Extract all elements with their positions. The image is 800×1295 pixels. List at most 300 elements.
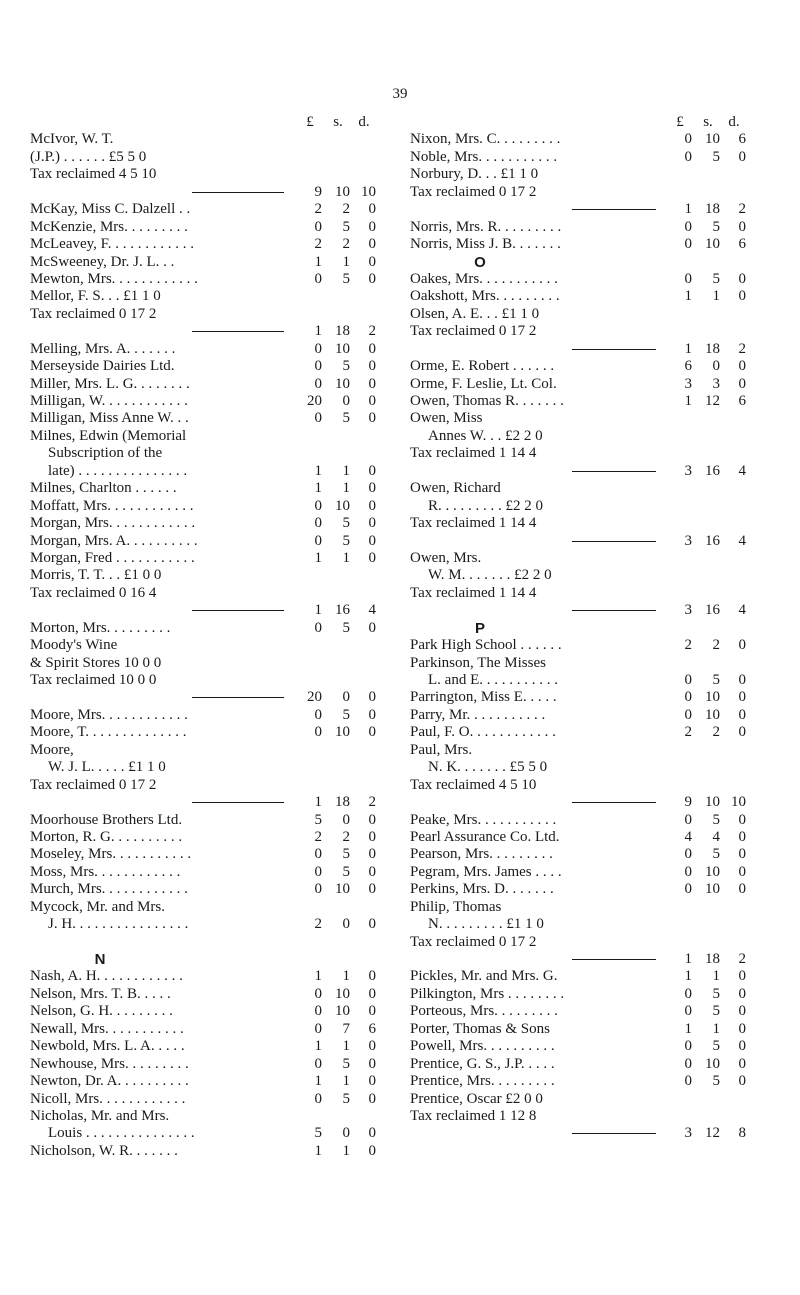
pence-amount: 0 bbox=[368, 497, 376, 514]
donor-row bbox=[30, 1091, 400, 1108]
subtotal-row bbox=[410, 341, 775, 358]
donor-row bbox=[30, 620, 400, 637]
donor-name: Oakes, Mrs. . . . . . . . . . . bbox=[410, 270, 558, 287]
donor-name: J. H. . . . . . . . . . . . . . . . bbox=[48, 916, 189, 933]
shillings-amount: 2 bbox=[712, 724, 720, 741]
pounds-amount: 1 bbox=[684, 968, 692, 985]
subtotal-row bbox=[30, 323, 400, 340]
pounds-amount: 0 bbox=[314, 270, 322, 287]
donor-row bbox=[30, 271, 400, 288]
donor-row bbox=[410, 1073, 775, 1090]
donor-name: McLeavey, F. . . . . . . . . . . . bbox=[30, 236, 195, 253]
pence-amount: 0 bbox=[738, 846, 746, 863]
donor-row bbox=[410, 742, 775, 759]
donor-row bbox=[410, 166, 775, 183]
pence-amount: 4 bbox=[738, 602, 746, 619]
shillings-amount: 5 bbox=[342, 270, 350, 287]
pounds-amount: 1 bbox=[684, 393, 692, 409]
pence-amount: 10 bbox=[731, 794, 746, 811]
pounds-amount: 9 bbox=[314, 183, 322, 200]
donor-row bbox=[30, 1003, 400, 1020]
donor-name: Norris, Mrs. R. . . . . . . . . bbox=[410, 218, 562, 235]
donor-name: Tax reclaimed 10 0 0 bbox=[30, 672, 157, 688]
pence-amount: 0 bbox=[368, 393, 376, 409]
pounds-amount: 0 bbox=[684, 148, 692, 165]
subtotal-row bbox=[30, 794, 400, 811]
subtotal-row bbox=[30, 602, 400, 619]
donor-name: Newbold, Mrs. L. A. . . . . bbox=[30, 1038, 185, 1055]
pence-amount: 0 bbox=[368, 1125, 376, 1142]
donor-name: Prentice, Oscar £2 0 0 bbox=[410, 1090, 543, 1107]
pence-amount: 0 bbox=[738, 672, 746, 688]
pence-amount: 0 bbox=[738, 881, 746, 898]
pounds-amount: 20 bbox=[307, 393, 322, 409]
shillings-amount: 5 bbox=[712, 1073, 720, 1090]
donor-row bbox=[30, 812, 400, 829]
pence-amount: 0 bbox=[368, 1090, 376, 1107]
donor-row bbox=[410, 376, 775, 393]
donor-row bbox=[410, 288, 775, 305]
pence-amount: 0 bbox=[368, 1073, 376, 1090]
shillings-amount: 5 bbox=[712, 672, 720, 688]
pounds-amount: 0 bbox=[684, 985, 692, 1002]
pence-amount: 0 bbox=[738, 375, 746, 392]
pence-amount: 0 bbox=[738, 811, 746, 828]
shillings-amount: 10 bbox=[705, 794, 720, 811]
section-letter-text: P bbox=[474, 619, 485, 637]
pence-amount: 6 bbox=[738, 393, 746, 409]
donor-name: Mewton, Mrs. . . . . . . . . . . . bbox=[30, 270, 198, 287]
subtotal-row bbox=[30, 689, 400, 706]
pence-amount: 0 bbox=[368, 236, 376, 253]
pence-amount: 0 bbox=[368, 549, 376, 566]
pounds-amount: 1 bbox=[314, 968, 322, 985]
shillings-amount: 1 bbox=[712, 1020, 720, 1037]
shillings-amount: 0 bbox=[342, 916, 350, 933]
shillings-amount: 0 bbox=[712, 358, 720, 375]
shillings-amount: 1 bbox=[342, 1073, 350, 1090]
donor-name: Moore, bbox=[30, 741, 74, 758]
donor-name: N. K. . . . . . . £5 5 0 bbox=[428, 759, 548, 776]
pounds-amount: 0 bbox=[684, 1055, 692, 1072]
donor-row bbox=[410, 184, 775, 201]
donor-name: Pegram, Mrs. James . . . . bbox=[410, 863, 562, 880]
donor-row bbox=[30, 1038, 400, 1055]
subtotal-rule bbox=[192, 802, 284, 803]
pence-amount: 0 bbox=[368, 515, 376, 532]
donor-name: Milnes, Charlton . . . . . . bbox=[30, 480, 177, 497]
donor-name: Tax reclaimed 0 17 2 bbox=[410, 183, 537, 200]
subtotal-rule bbox=[572, 610, 656, 611]
donor-row bbox=[410, 306, 775, 323]
donor-row bbox=[30, 131, 400, 148]
shillings-amount: 3 bbox=[712, 375, 720, 392]
shillings-amount: 1 bbox=[342, 549, 350, 566]
donor-name: Perkins, Mrs. D. . . . . . . bbox=[410, 881, 554, 898]
pence-amount: 10 bbox=[361, 183, 376, 200]
donor-row bbox=[30, 1125, 400, 1142]
pence-amount: 0 bbox=[738, 1055, 746, 1072]
currency-header-unit: £ bbox=[306, 114, 314, 130]
pence-amount: 0 bbox=[368, 706, 376, 723]
pounds-amount: 1 bbox=[314, 323, 322, 340]
pence-amount: 0 bbox=[368, 724, 376, 741]
pounds-amount: 0 bbox=[314, 515, 322, 532]
shillings-amount: 5 bbox=[342, 218, 350, 235]
donor-name: Prentice, Mrs. . . . . . . . . bbox=[410, 1073, 555, 1090]
pounds-amount: 0 bbox=[684, 706, 692, 723]
pence-amount: 0 bbox=[368, 811, 376, 828]
donor-row bbox=[410, 707, 775, 724]
pence-amount: 4 bbox=[738, 532, 746, 549]
pence-amount: 0 bbox=[368, 218, 376, 235]
pounds-amount: 0 bbox=[684, 689, 692, 706]
donor-row bbox=[30, 1056, 400, 1073]
donor-name: Mycock, Mr. and Mrs. bbox=[30, 898, 165, 915]
pence-amount: 0 bbox=[368, 201, 376, 218]
donor-row bbox=[410, 759, 775, 776]
pence-amount: 0 bbox=[738, 358, 746, 375]
donor-row bbox=[410, 515, 775, 532]
donor-name: W. M. . . . . . . £2 2 0 bbox=[428, 567, 552, 584]
donor-name: Park High School . . . . . . bbox=[410, 637, 562, 654]
shillings-amount: 10 bbox=[335, 340, 350, 357]
donor-row bbox=[30, 829, 400, 846]
subtotal-row bbox=[410, 533, 775, 550]
pence-amount: 0 bbox=[368, 689, 376, 706]
donor-row bbox=[410, 881, 775, 898]
shillings-amount: 10 bbox=[705, 881, 720, 898]
donor-name: Newton, Dr. A. . . . . . . . . . bbox=[30, 1073, 189, 1090]
donor-row bbox=[410, 149, 775, 166]
currency-header-unit: d. bbox=[358, 114, 370, 130]
pence-amount: 0 bbox=[368, 1142, 376, 1159]
shillings-amount: 16 bbox=[705, 462, 720, 479]
donor-name: Morton, R. G. . . . . . . . . . bbox=[30, 828, 183, 845]
pence-amount: 0 bbox=[368, 270, 376, 287]
shillings-amount: 10 bbox=[335, 1003, 350, 1020]
shillings-amount: 5 bbox=[342, 846, 350, 863]
donor-name: W. J. L. . . . . £1 1 0 bbox=[48, 759, 166, 776]
subtotal-rule bbox=[572, 1133, 656, 1134]
page-number: 39 bbox=[392, 86, 408, 102]
donor-name: Louis . . . . . . . . . . . . . . . bbox=[48, 1125, 195, 1142]
shillings-amount: 16 bbox=[705, 602, 720, 619]
donor-row bbox=[410, 498, 775, 515]
subtotal-row bbox=[410, 794, 775, 811]
pounds-amount: 0 bbox=[684, 131, 692, 148]
pounds-amount: 1 bbox=[314, 462, 322, 479]
donor-name: Orme, F. Leslie, Lt. Col. bbox=[410, 375, 557, 392]
pounds-amount: 0 bbox=[314, 410, 322, 427]
pence-amount: 6 bbox=[738, 236, 746, 253]
pounds-amount: 4 bbox=[684, 828, 692, 845]
shillings-amount: 1 bbox=[342, 462, 350, 479]
donor-row bbox=[410, 812, 775, 829]
donor-row bbox=[30, 254, 400, 271]
donor-row bbox=[30, 672, 400, 689]
donor-name: Mellor, F. S. . . £1 1 0 bbox=[30, 288, 161, 305]
pence-amount: 0 bbox=[368, 863, 376, 880]
pounds-amount: 0 bbox=[314, 1090, 322, 1107]
donor-row bbox=[410, 428, 775, 445]
donor-name: Tax reclaimed 1 14 4 bbox=[410, 584, 537, 601]
pounds-amount: 9 bbox=[684, 794, 692, 811]
pounds-amount: 0 bbox=[684, 863, 692, 880]
donor-name: Moseley, Mrs. . . . . . . . . . . bbox=[30, 846, 192, 863]
shillings-amount: 2 bbox=[712, 637, 720, 654]
donor-row bbox=[30, 393, 400, 410]
pence-amount: 0 bbox=[738, 1073, 746, 1090]
pounds-amount: 0 bbox=[314, 706, 322, 723]
pounds-amount: 1 bbox=[314, 602, 322, 619]
pence-amount: 4 bbox=[738, 462, 746, 479]
donor-row bbox=[30, 881, 400, 898]
section-letter bbox=[410, 620, 775, 637]
donor-name: Oakshott, Mrs. . . . . . . . . bbox=[410, 288, 560, 305]
donor-row bbox=[30, 498, 400, 515]
pence-amount: 0 bbox=[738, 637, 746, 654]
donor-name: Porteous, Mrs. . . . . . . . . bbox=[410, 1003, 558, 1020]
pounds-amount: 20 bbox=[307, 689, 322, 706]
donor-name: (J.P.) . . . . . . £5 5 0 bbox=[30, 148, 147, 165]
pence-amount: 0 bbox=[368, 619, 376, 636]
pence-amount: 6 bbox=[368, 1020, 376, 1037]
subtotal-rule bbox=[572, 471, 656, 472]
shillings-amount: 10 bbox=[335, 985, 350, 1002]
left-column bbox=[30, 114, 400, 1160]
donor-name: & Spirit Stores 10 0 0 bbox=[30, 654, 162, 671]
shillings-amount: 5 bbox=[342, 1090, 350, 1107]
pence-amount: 0 bbox=[738, 706, 746, 723]
donor-name: Owen, Thomas R. . . . . . . bbox=[410, 393, 564, 409]
shillings-amount: 5 bbox=[712, 148, 720, 165]
shillings-amount: 10 bbox=[335, 183, 350, 200]
pounds-amount: 3 bbox=[684, 1125, 692, 1142]
donor-row bbox=[410, 567, 775, 584]
donor-row bbox=[410, 934, 775, 951]
donor-name: Pickles, Mr. and Mrs. G. bbox=[410, 968, 558, 985]
pounds-amount: 0 bbox=[684, 1003, 692, 1020]
donor-name: McKenzie, Mrs. . . . . . . . . bbox=[30, 218, 188, 235]
shillings-amount: 1 bbox=[342, 480, 350, 497]
shillings-amount: 10 bbox=[705, 706, 720, 723]
section-letter bbox=[410, 254, 775, 271]
shillings-amount: 5 bbox=[342, 706, 350, 723]
pence-amount: 4 bbox=[368, 602, 376, 619]
shillings-amount: 10 bbox=[335, 881, 350, 898]
donor-name: Nelson, Mrs. T. B. . . . . bbox=[30, 985, 171, 1002]
donor-row bbox=[30, 410, 400, 427]
donor-name: Nicholas, Mr. and Mrs. bbox=[30, 1107, 170, 1124]
pounds-amount: 2 bbox=[684, 724, 692, 741]
shillings-amount: 18 bbox=[705, 340, 720, 357]
currency-header-unit: d. bbox=[728, 114, 740, 130]
subtotal-rule bbox=[192, 697, 284, 698]
shillings-amount: 5 bbox=[712, 846, 720, 863]
pence-amount: 0 bbox=[738, 288, 746, 305]
donor-row bbox=[410, 358, 775, 375]
pence-amount: 0 bbox=[368, 881, 376, 898]
shillings-amount: 2 bbox=[342, 236, 350, 253]
donor-name: Owen, Mrs. bbox=[410, 549, 482, 566]
pounds-amount: 1 bbox=[314, 480, 322, 497]
donor-name: Nelson, G. H. . . . . . . . . bbox=[30, 1003, 173, 1020]
donor-name: Milligan, W. . . . . . . . . . . . bbox=[30, 393, 188, 409]
shillings-amount: 2 bbox=[342, 828, 350, 845]
pence-amount: 0 bbox=[368, 410, 376, 427]
subtotal-rule bbox=[572, 541, 656, 542]
pence-amount: 0 bbox=[368, 1055, 376, 1072]
pounds-amount: 0 bbox=[314, 532, 322, 549]
donor-name: Milnes, Edwin (Memorial bbox=[30, 427, 187, 444]
shillings-amount: 0 bbox=[342, 811, 350, 828]
donor-row bbox=[410, 445, 775, 462]
pence-amount: 2 bbox=[368, 323, 376, 340]
currency-header-unit: s. bbox=[333, 114, 343, 130]
shillings-amount: 10 bbox=[335, 375, 350, 392]
donor-name: Tax reclaimed 0 16 4 bbox=[30, 584, 157, 601]
shillings-amount: 16 bbox=[335, 602, 350, 619]
pounds-amount: 1 bbox=[684, 288, 692, 305]
donor-row bbox=[410, 916, 775, 933]
subtotal-row bbox=[410, 201, 775, 218]
donor-row bbox=[410, 585, 775, 602]
pounds-amount: 1 bbox=[314, 1142, 322, 1159]
donor-row bbox=[410, 864, 775, 881]
donor-name: Moss, Mrs. . . . . . . . . . . . bbox=[30, 863, 181, 880]
pounds-amount: 6 bbox=[684, 358, 692, 375]
donor-row bbox=[30, 899, 400, 916]
shillings-amount: 5 bbox=[712, 1038, 720, 1055]
donor-name: Paul, F. O. . . . . . . . . . . . bbox=[410, 724, 556, 741]
donor-row bbox=[410, 480, 775, 497]
donor-name: Moorhouse Brothers Ltd. bbox=[30, 811, 183, 828]
donor-name: Murch, Mrs. . . . . . . . . . . . bbox=[30, 881, 188, 898]
pence-amount: 0 bbox=[738, 689, 746, 706]
donor-name: Norris, Miss J. B. . . . . . . bbox=[410, 236, 561, 253]
donor-row bbox=[30, 567, 400, 584]
donor-row bbox=[410, 1091, 775, 1108]
donor-name: R. . . . . . . . . £2 2 0 bbox=[428, 497, 544, 514]
donor-name: Merseyside Dairies Ltd. bbox=[30, 358, 175, 375]
donor-row bbox=[410, 846, 775, 863]
shillings-amount: 5 bbox=[342, 410, 350, 427]
donor-name: Philip, Thomas bbox=[410, 898, 502, 915]
shillings-amount: 5 bbox=[342, 619, 350, 636]
shillings-amount: 18 bbox=[705, 951, 720, 967]
donor-name: L. and E. . . . . . . . . . . bbox=[428, 672, 558, 688]
pence-amount: 0 bbox=[368, 375, 376, 392]
donor-row bbox=[30, 1143, 400, 1160]
shillings-amount: 1 bbox=[342, 253, 350, 270]
pounds-amount: 1 bbox=[314, 1073, 322, 1090]
donor-name: Pilkington, Mrs . . . . . . . . bbox=[410, 985, 565, 1002]
donor-name: Nash, A. H. . . . . . . . . . . . bbox=[30, 968, 183, 985]
subtotal-rule bbox=[572, 209, 656, 210]
donor-name: Owen, Miss bbox=[410, 410, 483, 427]
donor-name: Parrington, Miss E. . . . . bbox=[410, 689, 557, 706]
pounds-amount: 2 bbox=[314, 916, 322, 933]
donor-name: Miller, Mrs. L. G. . . . . . . . bbox=[30, 375, 190, 392]
pounds-amount: 0 bbox=[684, 672, 692, 688]
currency-header bbox=[410, 114, 775, 131]
subtotal-rule bbox=[192, 331, 284, 332]
currency-header bbox=[30, 114, 400, 131]
donor-row bbox=[410, 410, 775, 427]
pence-amount: 0 bbox=[738, 148, 746, 165]
shillings-amount: 10 bbox=[705, 236, 720, 253]
shillings-amount: 18 bbox=[335, 794, 350, 811]
shillings-amount: 1 bbox=[342, 1142, 350, 1159]
donor-row bbox=[410, 689, 775, 706]
donor-name: Moore, T. . . . . . . . . . . . . . bbox=[30, 724, 187, 741]
currency-header-unit: £ bbox=[676, 114, 684, 130]
pounds-amount: 1 bbox=[314, 253, 322, 270]
donor-row bbox=[410, 550, 775, 567]
donor-row bbox=[30, 1108, 400, 1125]
pence-amount: 0 bbox=[368, 968, 376, 985]
donor-name: Moffatt, Mrs. . . . . . . . . . . . bbox=[30, 497, 194, 514]
subtotal-row bbox=[410, 1125, 775, 1142]
pence-amount: 0 bbox=[368, 340, 376, 357]
donor-name: Nixon, Mrs. C. . . . . . . . . bbox=[410, 131, 561, 148]
donor-name: N. . . . . . . . . £1 1 0 bbox=[428, 916, 544, 933]
pence-amount: 0 bbox=[738, 1003, 746, 1020]
pounds-amount: 5 bbox=[314, 1125, 322, 1142]
subtotal-row bbox=[410, 602, 775, 619]
subtotal-rule bbox=[192, 610, 284, 611]
pounds-amount: 2 bbox=[314, 236, 322, 253]
shillings-amount: 5 bbox=[712, 985, 720, 1002]
currency-header-unit: s. bbox=[703, 114, 713, 130]
pounds-amount: 0 bbox=[314, 863, 322, 880]
donor-name: Pearson, Mrs. . . . . . . . . bbox=[410, 846, 553, 863]
shillings-amount: 10 bbox=[335, 497, 350, 514]
donor-row bbox=[410, 1038, 775, 1055]
shillings-amount: 5 bbox=[342, 532, 350, 549]
shillings-amount: 12 bbox=[705, 1125, 720, 1142]
pence-amount: 0 bbox=[368, 846, 376, 863]
shillings-amount: 5 bbox=[712, 218, 720, 235]
pounds-amount: 3 bbox=[684, 532, 692, 549]
donor-row bbox=[410, 1003, 775, 1020]
pounds-amount: 1 bbox=[684, 340, 692, 357]
donor-name: Morgan, Mrs. A. . . . . . . . . . bbox=[30, 532, 198, 549]
pence-amount: 6 bbox=[738, 131, 746, 148]
pounds-amount: 2 bbox=[314, 201, 322, 218]
pounds-amount: 3 bbox=[684, 375, 692, 392]
donor-row bbox=[30, 707, 400, 724]
donor-row bbox=[30, 724, 400, 741]
donor-row bbox=[30, 1073, 400, 1090]
pounds-amount: 3 bbox=[684, 602, 692, 619]
donor-name: Owen, Richard bbox=[410, 480, 501, 497]
donor-name: Moody's Wine bbox=[30, 637, 118, 654]
donor-row bbox=[30, 341, 400, 358]
pence-amount: 0 bbox=[738, 968, 746, 985]
donor-row bbox=[410, 777, 775, 794]
donor-name: Melling, Mrs. A. . . . . . . bbox=[30, 340, 176, 357]
donor-name: Noble, Mrs. . . . . . . . . . . bbox=[410, 148, 558, 165]
donor-name: Norbury, D. . . £1 1 0 bbox=[410, 166, 539, 183]
subtotal-rule bbox=[192, 192, 284, 193]
shillings-amount: 0 bbox=[342, 393, 350, 409]
shillings-amount: 1 bbox=[712, 288, 720, 305]
shillings-amount: 5 bbox=[342, 1055, 350, 1072]
shillings-amount: 12 bbox=[705, 393, 720, 409]
subtotal-row bbox=[30, 184, 400, 201]
